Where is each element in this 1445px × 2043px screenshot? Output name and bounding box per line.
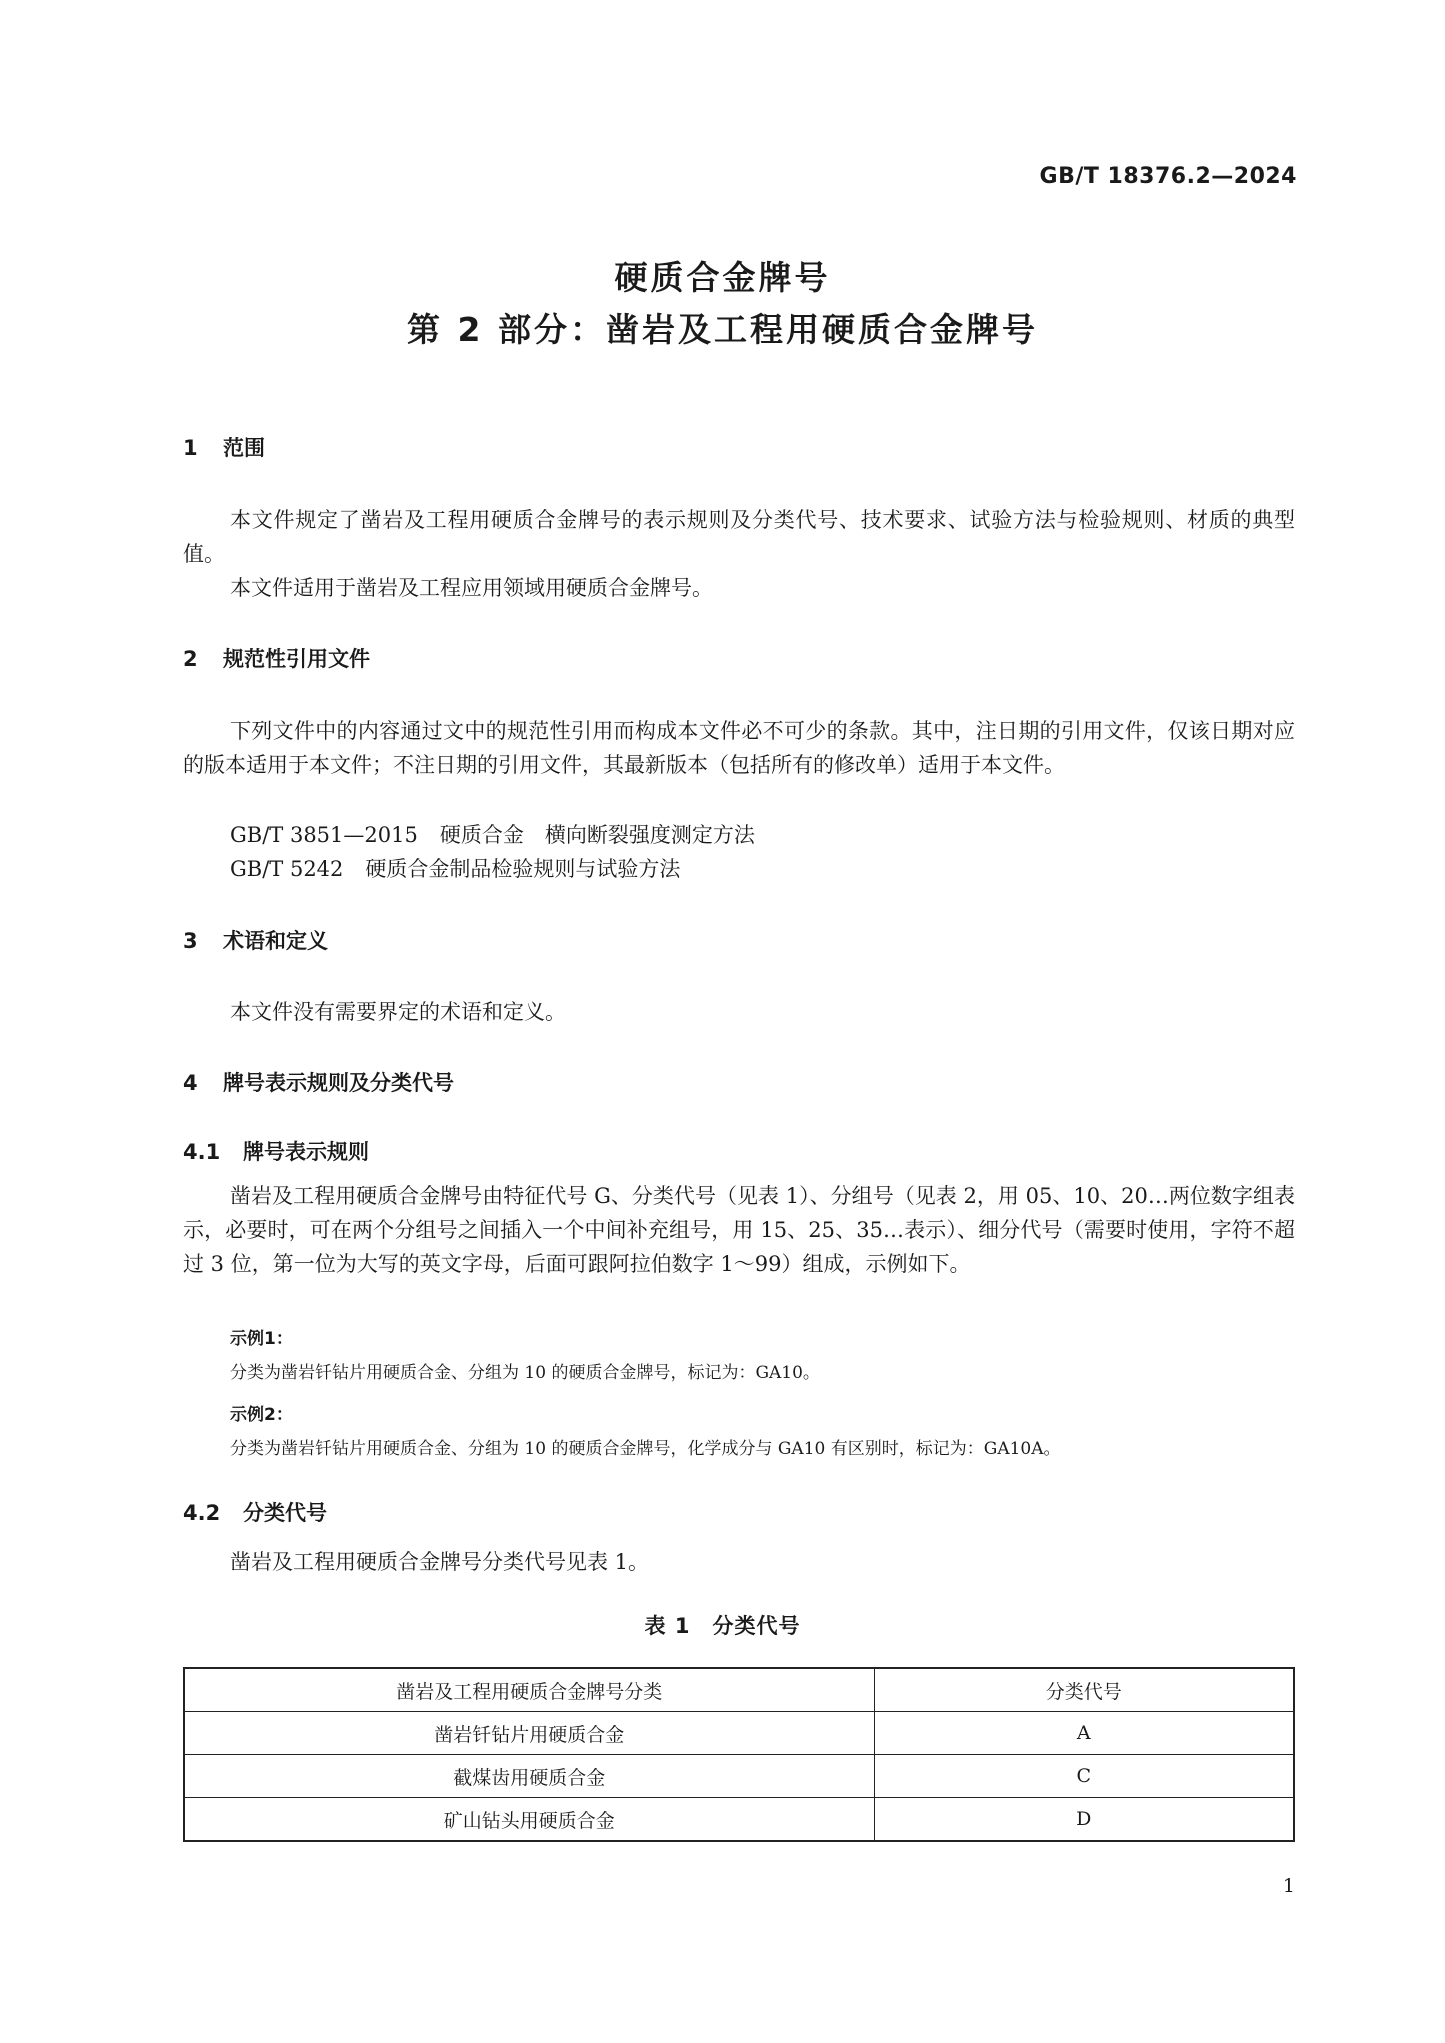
section-2-heading — [183, 643, 370, 673]
table-caption: 表 1 分类代号 — [644, 1614, 801, 1638]
example-1-text: 分类为凿岩钎钻片用硬质合金、分组为 10 的硬质合金牌号，标记为：GA10。 — [230, 1363, 820, 1383]
section-1-paragraph-1: 本文件规定了凿岩及工程用硬质合金牌号的表示规则及分类代号、技术要求、试验方法与检验规则、材质的典型值。 — [183, 508, 1295, 566]
section-2-paragraph-1: 下列文件中的内容通过文中的规范性引用而构成本文件必不可少的条款。其中，注日期的引用文件，仅该日期对应的版本适用于本文件；不注日期的引用文件，其最新版本（包括所有的修改单）适用于本文件。 — [183, 719, 1295, 777]
section-title: 规范性引用文件 — [223, 647, 370, 671]
table-row — [184, 1798, 1294, 1842]
table-header-cell: 分类代号 — [874, 1668, 1294, 1712]
section-title: 术语和定义 — [223, 929, 328, 953]
table-cell: C — [874, 1755, 1294, 1798]
table-row — [184, 1712, 1294, 1755]
reference-code: GB/T 5242 — [230, 857, 344, 881]
example-1-label: 示例1： — [230, 1329, 293, 1349]
page-number: 1 — [1282, 1875, 1295, 1897]
section-title: 牌号表示规则及分类代号 — [223, 1071, 454, 1095]
section-number: 4 — [183, 1071, 198, 1095]
classification-table — [183, 1667, 1295, 1842]
section-title: 分类代号 — [243, 1501, 327, 1525]
section-4-1-heading — [183, 1136, 369, 1166]
document-subtitle: 第 2 部分：凿岩及工程用硬质合金牌号 — [407, 310, 1038, 349]
section-1-paragraph-2: 本文件适用于凿岩及工程应用领域用硬质合金牌号。 — [230, 576, 713, 600]
section-1-heading — [183, 432, 265, 462]
reference-title: 硬质合金 横向断裂强度测定方法 — [439, 823, 755, 847]
section-4-2-paragraph-1: 凿岩及工程用硬质合金牌号分类代号见表 1。 — [230, 1550, 650, 1574]
section-3-heading — [183, 925, 328, 955]
section-4-heading — [183, 1067, 454, 1097]
table-cell: 截煤齿用硬质合金 — [184, 1755, 874, 1798]
reference-item — [230, 853, 680, 883]
example-2-label: 示例2： — [230, 1405, 293, 1425]
section-3-paragraph-1: 本文件没有需要界定的术语和定义。 — [230, 1000, 566, 1024]
section-number: 3 — [183, 929, 198, 953]
table-row — [184, 1755, 1294, 1798]
standard-code: GB/T 18376.2—2024 — [1039, 164, 1297, 189]
table-cell: A — [874, 1712, 1294, 1755]
reference-item — [230, 819, 755, 849]
section-number: 4.2 — [183, 1501, 221, 1525]
table-cell: D — [874, 1798, 1294, 1842]
reference-code: GB/T 3851—2015 — [230, 823, 418, 847]
table-header-cell: 凿岩及工程用硬质合金牌号分类 — [184, 1668, 874, 1712]
document-title: 硬质合金牌号 — [614, 258, 831, 297]
section-4-1-paragraph-1: 凿岩及工程用硬质合金牌号由特征代号 G、分类代号（见表 1）、分组号（见表 2，用 05、10、20…两位数字组表示，必要时，可在两个分组号之间插入一个中间补充组号，用 15、25、35…表示）、细分代号（需要时使用，字符不超过 3 位，第一位为大写的英文字母，后面可跟阿拉伯数字 1～99）组成，示例如下。 — [183, 1184, 1295, 1276]
table-cell: 矿山钻头用硬质合金 — [184, 1798, 874, 1842]
section-number: 2 — [183, 647, 198, 671]
section-title: 牌号表示规则 — [243, 1140, 369, 1164]
reference-title: 硬质合金制品检验规则与试验方法 — [365, 857, 681, 881]
table-header-row — [184, 1668, 1294, 1712]
section-number: 4.1 — [183, 1140, 221, 1164]
table-cell: 凿岩钎钻片用硬质合金 — [184, 1712, 874, 1755]
section-number: 1 — [183, 436, 198, 460]
section-4-2-heading — [183, 1497, 327, 1527]
example-2-text: 分类为凿岩钎钻片用硬质合金、分组为 10 的硬质合金牌号，化学成分与 GA10 有区别时，标记为：GA10A。 — [230, 1439, 1061, 1459]
section-title: 范围 — [223, 436, 265, 460]
